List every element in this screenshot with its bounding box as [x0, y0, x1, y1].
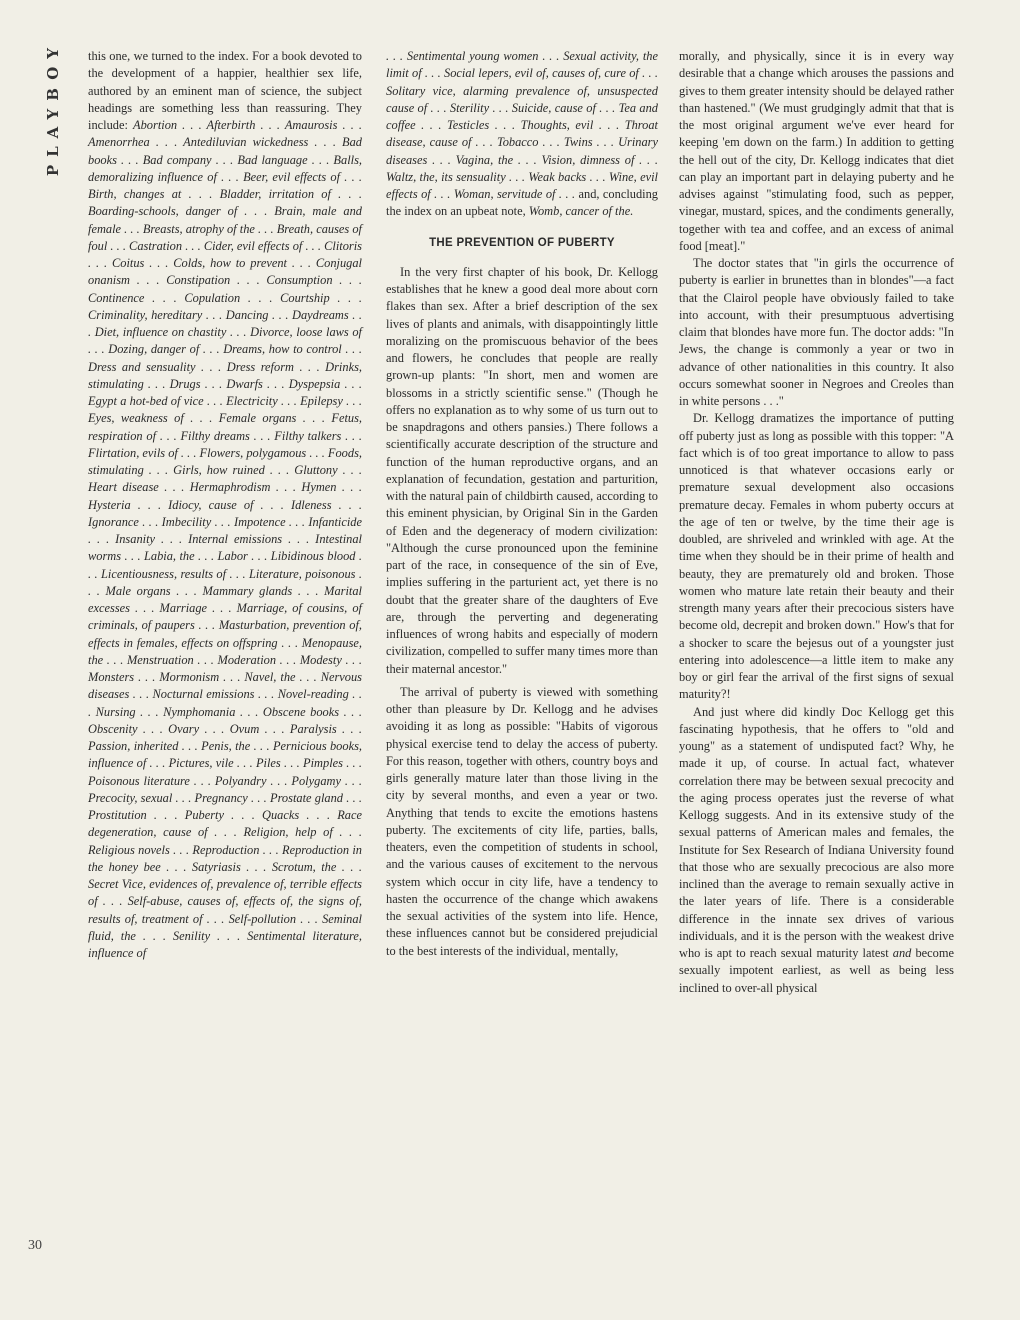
article-paragraph: The arrival of puberty is viewed with something other than pleasure by Dr. Kellogg and he advises avoiding it as long as possible: "Habits of vigorous physical exercise tend to delay the access of puberty. For this reason, together with others, country boys and girls generally mature later than those living in the city by several months, and even a year or two. Anything that tends to excite the emotions hastens puberty. The excitements of city life, parties, balls, theaters, even the competition of students in school, and the various causes of excitement to the nervous system which occur in city life, have a tendency to hasten the occurrence of the change which awakens the sexual activities of the system into life. Hence, these influences cannot but be considered prejudicial to the best interests of the individual, mentally,: [386, 684, 658, 958]
index-entries: Abortion . . . Afterbirth . . . Amaurosis . . . Amenorrhea . . . Antediluvian wickedness . . . Bad books . . . Bad company . . . Bad language . . . Balls, demoralizing influence of . . . Beer, evil effects of . . . Birth, changes at . . . Bladder, irritation of . . . Boarding-schools, danger of . . . Brain, male and female . . . Breasts, atrophy of the . . . Breath, causes of foul . . . Castration . . . Cider, evil effects of . . . Clitoris . . . Coitus . . . Colds, how to prevent . . . Conjugal onanism . . . Constipation . . . Consumption . . . Continence . . . Copulation . . . Courtship . . . Criminality, hereditary . . . Dancing . . . Daydreams . . . Diet, influence on chastity . . . Divorce, loose laws of . . . Dozing, danger of . . . Dreams, how to control . . . Dress and sensuality . . . Dress reform . . . Drinks, stimulating . . . Drugs . . . Dwarfs . . . Dyspepsia . . . Egypt a hot-bed of vice . . . Electricity . . . Epilepsy . . . Eyes, weakness of . . . Female organs . . . Fetus, respiration of . . . Filthy dreams . . . Filthy talkers . . . Flirtation, evils of . . . Flowers, polygamous . . . Foods, stimulating . . . Girls, how ruined . . . Gluttony . . . Heart disease . . . Hermaphrodism . . . Hymen . . . Hysteria . . . Idiocy, cause of . . . Idleness . . . Ignorance . . . Imbecility . . . Impotence . . . Infanticide . . . Insanity . . . Internal emissions . . . Intestinal worms . . . Labia, the . . . Labor . . . Libidinous blood . . . Licentiousness, results of . . . Literature, poisonous . . . Male organs . . . Mammary glands . . . Marital excesses . . . Marriage . . . Marriage, of cousins, of criminals, of paupers . . . Masturbation, prevention of, effects in females, effects on offspring . . . Menopause, the . . . Menstruation . . . Moderation . . . Modesty . . . Monsters . . . Mormonism . . . Navel, the . . . Nervous diseases . . . Nocturnal emissions . . . Novel-reading . . . Nursing . . . Nymphomania . . . Obscene books . . . Obscenity . . . Ovary . . . Ovum . . . Paralysis . . . Passion, inherited . . . Penis, the . . . Pernicious books, influence of . . . Pictures, vile . . . Piles . . . Pimples . . . Poisonous literature . . . Polyandry . . . Polygamy . . . Precocity, sexual . . . Pregnancy . . . Prostate gland . . . Prostitution . . . Puberty . . . Quacks . . . Race degeneration, cause of . . . Religion, help of . . . Religious novels . . . Reproduction . . . Reproduction in the honey bee . . . Satyriasis . . . Scrotum, the . . . Secret Vice, evidences of, prevalence of, terrible effects of . . . Self-abuse, causes of, effects of, the signs of, results of, treatment of . . . Self-pollution . . . Seminal fluid, the . . . Senility . . . Sentimental literature, influence of: [88, 118, 362, 960]
paragraph-text: this one, we turned to the index. For a book devoted to the development of a happier, healthier sex life, authored by an eminent man of science, the subject headings are something less than reassuring. They include:: [88, 49, 362, 132]
article-paragraph: The doctor states that "in girls the occurrence of puberty is earlier in brunettes than in blondes"—a fact that the Clairol people have obviously failed to take into account, with their presumptuous advertising claim that blondes have more fun. The doctor adds: "In Jews, the change is commonly a year or two in advance of other nationalities in this country. It also occurs somewhat sooner in Negroes and Creoles than in white persons . . .": [679, 256, 954, 408]
paragraph-text: and, concluding the index on an upbeat note,: [386, 187, 658, 219]
index-entries-final: Womb, cancer of the.: [528, 204, 634, 219]
article-paragraph: In the very first chapter of his book, Dr. Kellogg establishes that he knew a good deal more about corn flakes than sex. After a brief description of the sex lives of plants and animals, with disappointingly little moralizing on the promiscuous behavior of the bees and flowers, he concludes that people are really grown-up plants: "In short, men and women are blossoms in a strictly scientific sense." (Though he offers no explanation as to why some of us turn out to be snapdragons and others pansies.) There follows a scientifically accurate description of the structure and function of the human reproductive organs, and an explanation of fecundation, gestation and parturition, with the natural pain of childbirth caused, according to this eminent physician, by Original Sin in the Garden of Eden and the degeneracy of modern civilization: "Although the curse pronounced upon the feminine part of the race, in consequence of the sin of Eve, implies suffering in the parturient act, yet there is no doubt that the greater share of the daughters of Eve are, through the perverting and degenerating influences of wrong habits and especially of modern civilization, compelled to suffer many times more than their maternal ancestor.": [386, 264, 658, 676]
article-paragraph: [679, 704, 954, 997]
article-paragraph: [88, 48, 362, 962]
paragraph-text: And just where did kindly Doc Kellogg get this fascinating hypothesis, that he offers to "old and young" as a statement of undisputed fact? Why, he made it up, of course. In actual fact, whatever correlation there may be between sexual precocity and the aging process operates just the reverse of what Kellogg suggests. And in its extensive study of the sexual patterns of American males and females, the Institute for Sex Research of Indiana University found that those who are sexually precocious are also more inclined than the average to remain sexually active in the later years of life. There is a considerable difference in the innate sex drives of various individuals, and it is the person with the weakest drive who is apt to reach sexual maturity latest: [679, 704, 954, 960]
column-2: [386, 48, 658, 960]
article-paragraph: Dr. Kellogg dramatizes the importance of putting off puberty just as long as possible with this topper: "A fact which is of too great importance to allow to pass unnoticed is that whatever occasions early or premature sexual development also occasions premature decay. Females in whom puberty occurs at the age of ten or twelve, by the time their age is doubled, are shriveled and wrinkled with age. At the time when they should be in their prime of health and beauty, they are prematurely old and broken. Those women who mature late retain their beauty and their strength many years after their precocious sisters have become old, decrepit and broken down." How's that for a shocker to scare the bejesus out of a youngster just entering into adolescence—a little item to make any boy or girl fear the arrival of the first signs of sexual maturity?!: [679, 411, 954, 702]
emphasis: and: [892, 946, 912, 960]
masthead: PLAYBOY: [44, 40, 62, 177]
column-1: [88, 48, 362, 962]
section-heading: THE PREVENTION OF PUBERTY: [429, 236, 615, 249]
paragraph-text: become sexually impotent earliest, as well as being less inclined to over-all physical: [679, 946, 955, 995]
article-paragraph: [386, 48, 658, 221]
article-paragraph: morally, and physically, since it is in every way desirable that a change which arouses the passions and gives to them greater intensity should be delayed rather than hastened." (We must grudgingly admit that that is the most original argument we've ever heard for keeping 'em down on the farm.) In addition to getting the hell out of the city, Dr. Kellogg indicates that diet can play an important part in delaying puberty and he advises against "stimulating food, such as pepper, vinegar, mustard, spices, and the condiments generally, together with tea and coffee, and an excess of animal food [meat].": [679, 49, 954, 253]
column-3: [679, 48, 954, 997]
page-number: 30: [28, 1238, 42, 1253]
index-entries: . . . Sentimental young women . . . Sexual activity, the limit of . . . Social lepers, evil of, causes of, cure of . . . Solitary vice, alarming prevalence of, unsuspected cause of . . . Sterility . . . Suicide, cause of . . . Tea and coffee . . . Testicles . . . Thoughts, evil . . . Throat disease, cause of . . . Tobacco . . . Twins . . . Urinary diseases . . . Vagina, the . . . Vision, dimness of . . . Waltz, the, its sensuality . . . Weak backs . . . Wine, evil effects of . . . Woman, servitude of . . .: [386, 49, 658, 201]
